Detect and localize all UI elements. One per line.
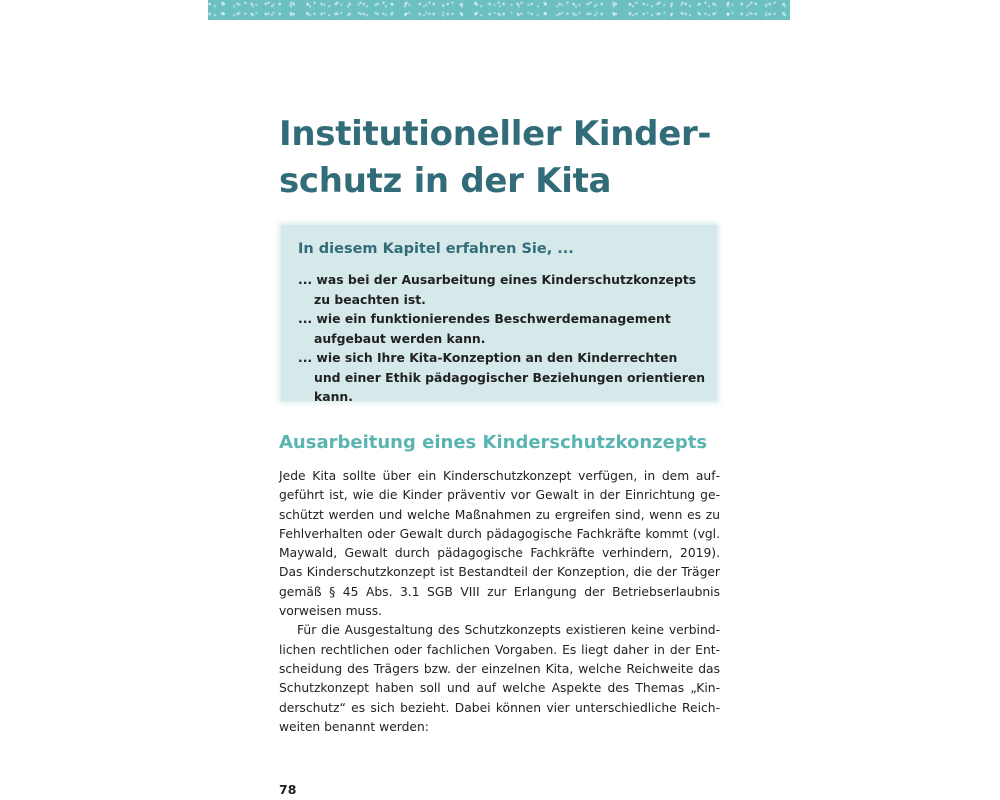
- summary-item: ... was bei der Ausarbeitung eines Kinderschutzkonzepts zu beachten ist.: [298, 272, 697, 307]
- chapter-title: [279, 111, 739, 205]
- summary-item: ... wie ein funktionierendes Beschwerdemanagement aufgebaut werden kann.: [298, 311, 671, 346]
- body-paragraph-2: Für die Ausgestaltung des Schutzkonzepts existieren keine verbindlichen rechtlichen oder fachlichen Vorgaben. Es liegt daher in der Entscheidung des Trägers bzw. der einzelnen Kita, welche Reichweite das Schutzkonzept haben soll und auf welche Aspekte des Themas „Kinderschutz“ es sich bezieht. Dabei können vier unterschiedliche Reichweiten benannt werden:: [279, 623, 720, 734]
- section-heading: Ausarbeitung eines Kinderschutzkonzepts: [279, 432, 708, 453]
- chapter-title-line-1: Institutioneller Kinder-: [279, 114, 712, 154]
- summary-heading: In diesem Kapitel erfahren Sie, ...: [298, 241, 574, 257]
- chapter-summary-box: [281, 225, 717, 404]
- chapter-title-line-2: schutz in der Kita: [279, 161, 612, 201]
- body-paragraph-1: Jede Kita sollte über ein Kinderschutzkonzept verfügen, in dem aufgeführt ist, wie die Kinder präventiv vor Gewalt in der Einrichtung geschützt werden und welche Maßnahmen zu ergreifen sind, wenn es zu Fehlverhalten oder Gewalt durch pädagogische Fachkräfte kommt (vgl. Maywald, Gewalt durch pädagogische Fachkräfte verhindern, 2019). Das Kinderschutzkonzept ist Bestandteil der Konzeption, die der Träger gemäß § 45 Abs. 3.1 SGB VIII zur Erlangung der Betriebserlaubnis vorweisen muss.: [279, 469, 720, 619]
- summary-list: [298, 270, 708, 407]
- decorative-top-band: [208, 0, 790, 20]
- summary-item: ... wie sich Ihre Kita-Konzeption an den Kinderrechten und einer Ethik pädagogischer Beziehungen orientieren kann.: [298, 350, 706, 404]
- page-number: 78: [279, 782, 297, 797]
- body-text: [279, 467, 720, 737]
